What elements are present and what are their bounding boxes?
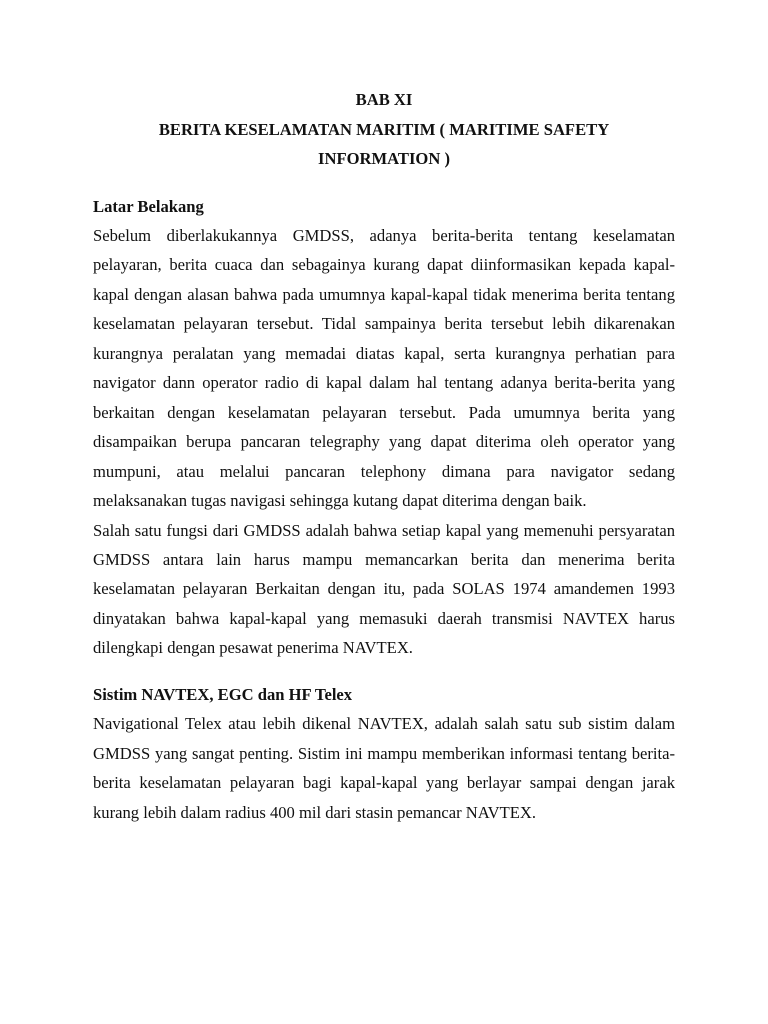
document-page <box>93 85 675 827</box>
chapter-title-line-1: BERITA KESELAMATAN MARITIM ( MARITIME SAFETY <box>158 119 610 139</box>
chapter-number: BAB XI <box>355 90 413 109</box>
paragraph: Salah satu fungsi dari GMDSS adalah bahwa setiap kapal yang memenuhi persyaratan GMDSS antara lain harus mampu memancarkan berita dan menerima berita keselamatan pelayaran Berkaitan dengan itu, pada SOLAS 1974 amandemen 1993 dinyatakan bahwa kapal-kapal yang memasuki daerah transmisi NAVTEX harus dilengkapi dengan pesawat penerima NAVTEX. <box>93 520 675 658</box>
spacer <box>93 174 675 192</box>
chapter-title-line-2: INFORMATION ) <box>318 149 450 168</box>
section-heading-latar-belakang: Latar Belakang <box>93 196 204 216</box>
spacer <box>93 663 675 680</box>
title-block <box>93 85 675 174</box>
paragraph: Sebelum diberlakukannya GMDSS, adanya berita-berita tentang keselamatan pelayaran, berita cuaca dan sebagainya kurang dapat diinformasikan kepada kapal-kapal dengan alasan bahwa pada umumnya kapal-kapal tidak menerima berita tentang keselamatan pelayaran tersebut. Tidal sampainya berita tersebut lebih dikarenakan kurangnya peralatan yang memadai diatas kapal, serta kurangnya perhatian para navigator dann operator radio di kapal dalam hal tentang adanya berita-berita yang berkaitan dengan keselamatan pelayaran tersebut. Pada umumnya berita yang disampaikan berupa pancaran telegraphy yang dapat diterima oleh operator yang mumpuni, atau melalui pancaran telephony dimana para navigator sedang melaksanakan tugas navigasi sehingga kutang dapat diterima dengan baik. <box>93 226 675 511</box>
paragraph: Navigational Telex atau lebih dikenal NAVTEX, adalah salah satu sub sistim dalam GMDSS yang sangat penting. Sistim ini mampu memberikan informasi tentang berita-berita keselamatan pelayaran bagi kapal-kapal yang berlayar sampai dengan jarak kurang lebih dalam radius 400 mil dari stasin pemancar NAVTEX. <box>93 714 675 822</box>
section-heading-navtex: Sistim NAVTEX, EGC dan HF Telex <box>93 684 353 704</box>
